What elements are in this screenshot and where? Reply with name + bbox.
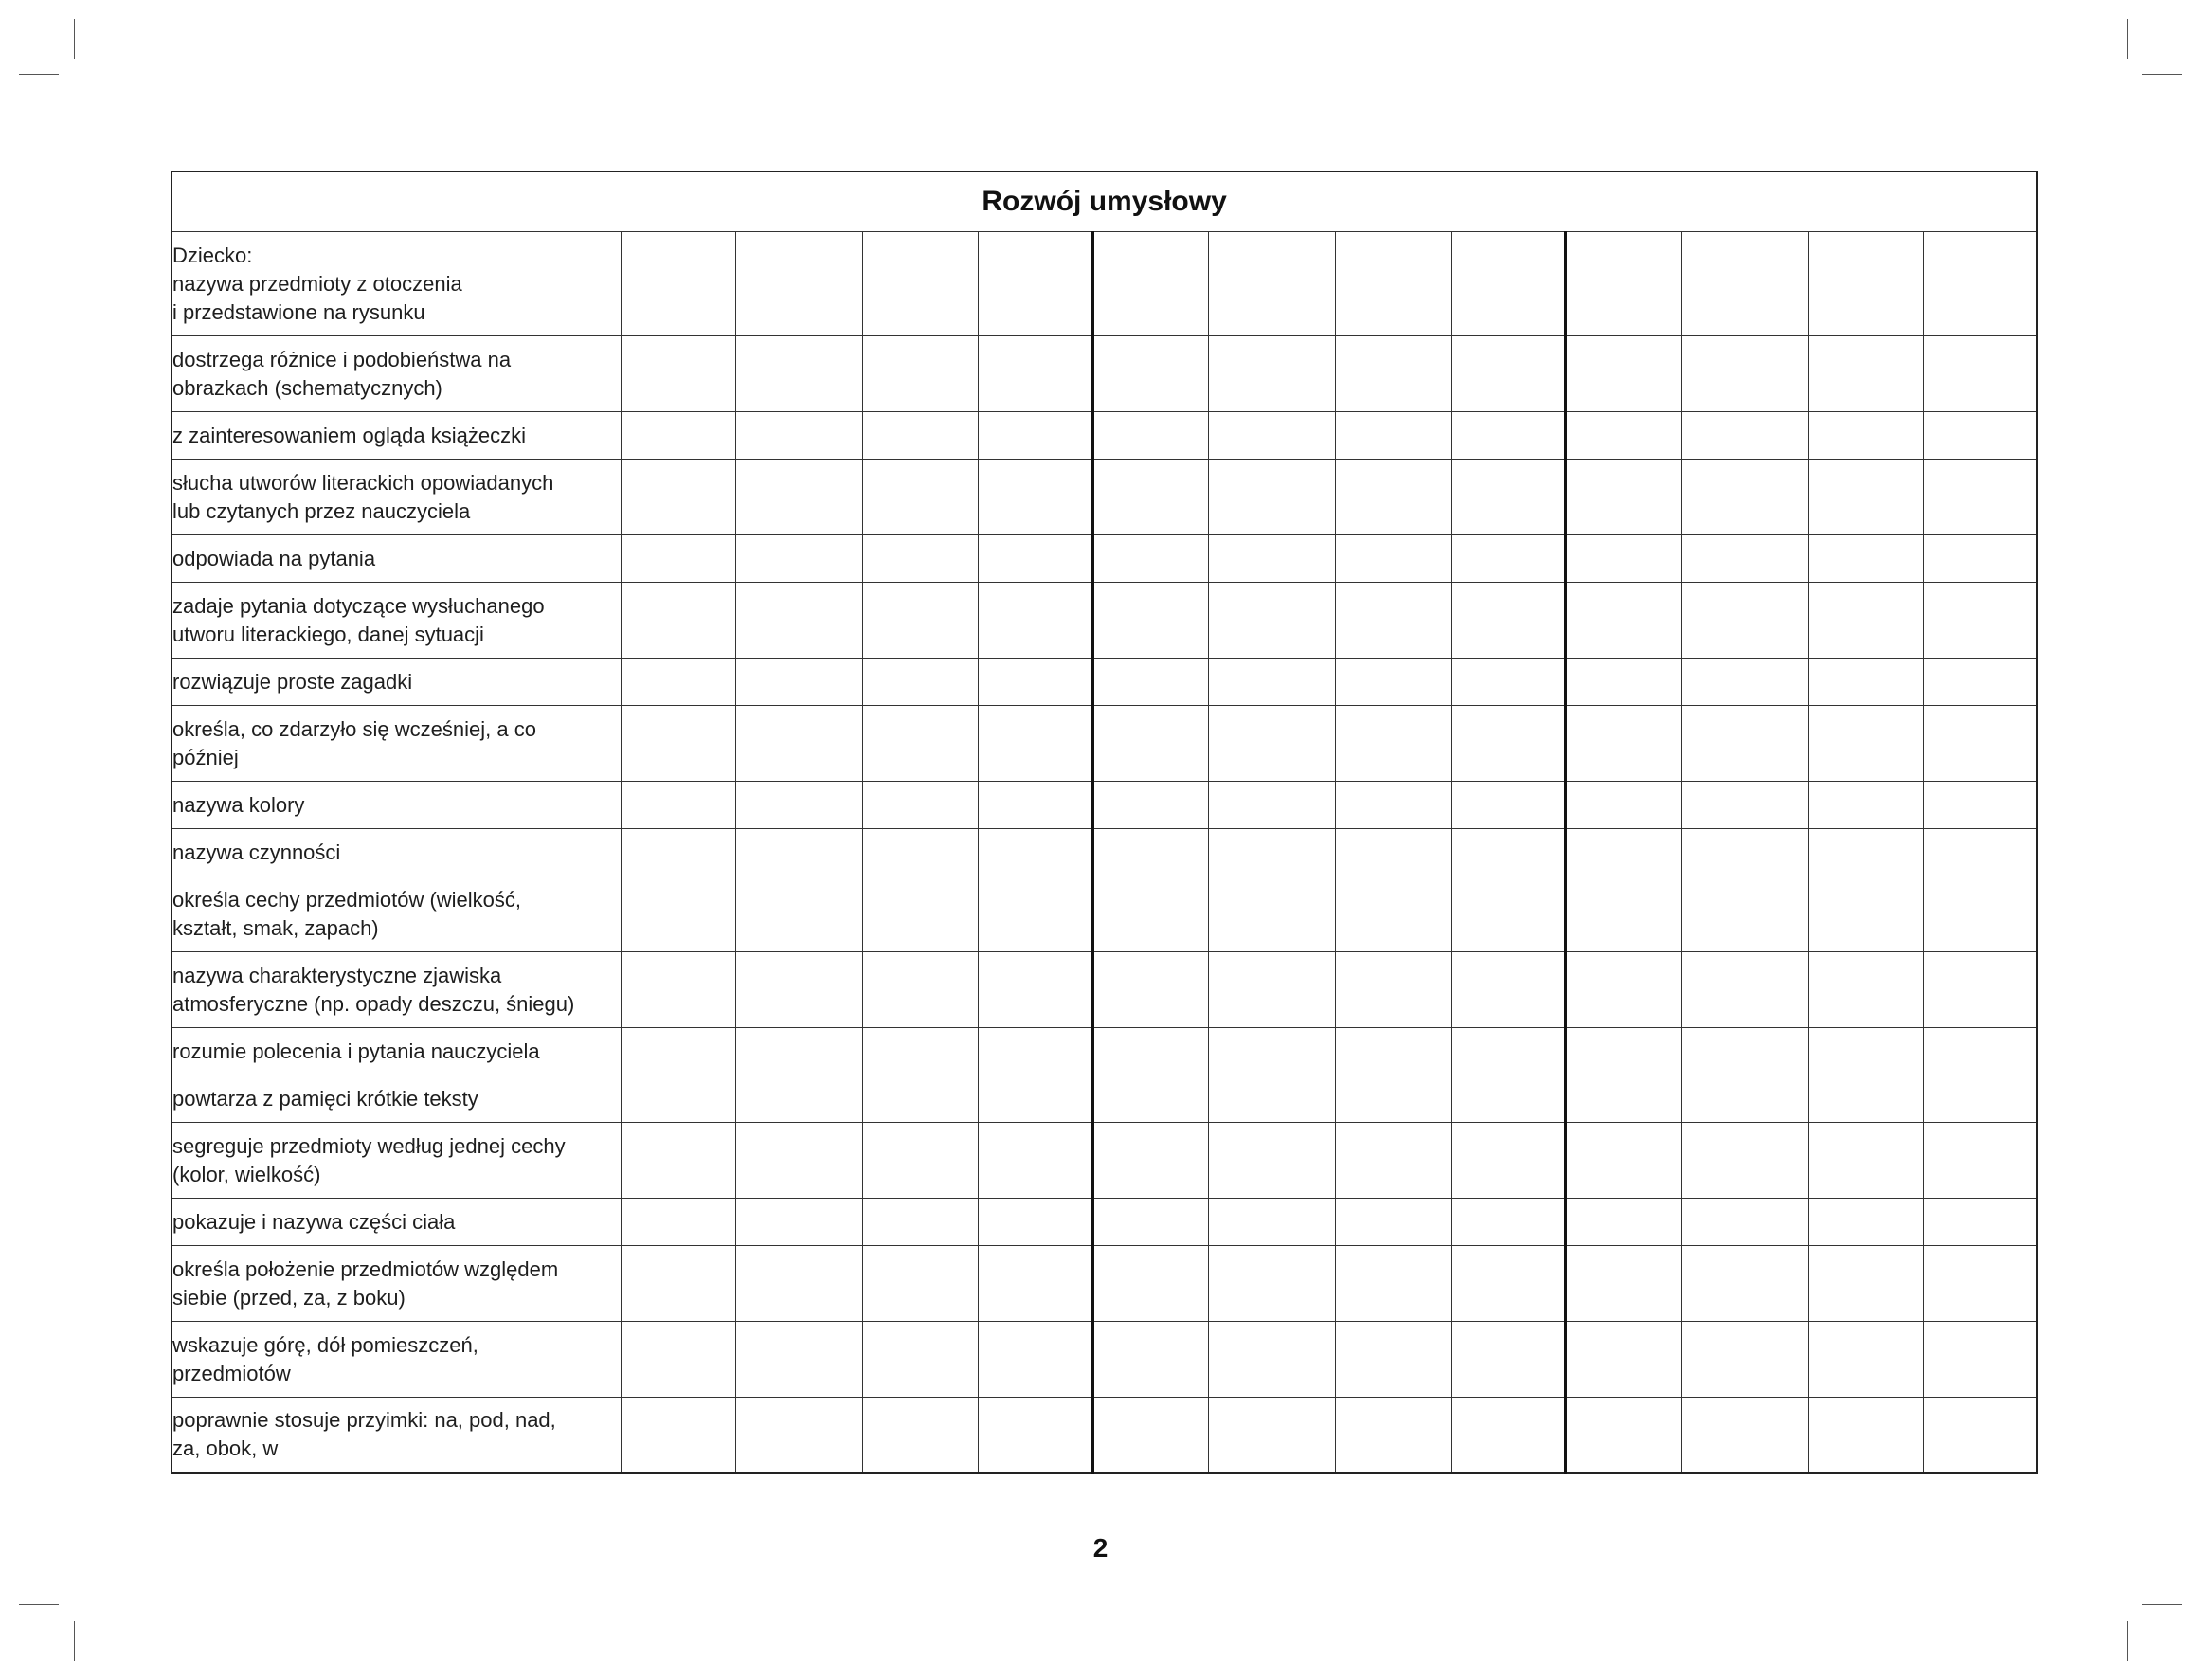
assessment-cell[interactable] (862, 659, 978, 706)
assessment-cell[interactable] (1808, 829, 1923, 876)
assessment-cell[interactable] (735, 1246, 862, 1322)
assessment-cell[interactable] (1208, 1322, 1335, 1398)
assessment-cell[interactable] (1923, 1123, 2037, 1199)
assessment-cell[interactable] (735, 336, 862, 412)
assessment-cell[interactable] (1808, 1398, 1923, 1473)
assessment-cell[interactable] (862, 583, 978, 659)
assessment-cell[interactable] (978, 1246, 1092, 1322)
assessment-cell[interactable] (1451, 583, 1565, 659)
assessment-cell[interactable] (1923, 659, 2037, 706)
criterion-label: nazywa czynności (171, 829, 621, 876)
assessment-cell[interactable] (621, 782, 735, 829)
assessment-cell[interactable] (735, 583, 862, 659)
assessment-cell[interactable] (1208, 1123, 1335, 1199)
criterion-label: określa, co zdarzyło się wcześniej, a co później (171, 706, 621, 782)
assessment-cell[interactable] (1681, 1246, 1808, 1322)
assessment-cell[interactable] (1565, 336, 1681, 412)
assessment-cell[interactable] (1565, 1199, 1681, 1246)
assessment-cell[interactable] (1681, 1322, 1808, 1398)
assessment-cell[interactable] (1565, 232, 1681, 336)
assessment-cell[interactable] (978, 782, 1092, 829)
assessment-cell[interactable] (735, 706, 862, 782)
assessment-cell[interactable] (621, 1123, 735, 1199)
assessment-cell[interactable] (1565, 412, 1681, 460)
assessment-cell[interactable] (862, 1246, 978, 1322)
assessment-cell[interactable] (862, 952, 978, 1028)
crop-mark (19, 1604, 59, 1605)
assessment-cell[interactable] (1208, 535, 1335, 583)
assessment-cell[interactable] (1808, 412, 1923, 460)
assessment-cell[interactable] (621, 706, 735, 782)
criterion-label: zadaje pytania dotyczące wysłuchanego utworu literackiego, danej sytuacji (171, 583, 621, 659)
table-row (171, 535, 2037, 583)
assessment-cell[interactable] (1092, 412, 1208, 460)
assessment-cell[interactable] (862, 876, 978, 952)
assessment-cell[interactable] (1565, 1028, 1681, 1075)
assessment-cell[interactable] (735, 412, 862, 460)
assessment-cell[interactable] (1092, 1199, 1208, 1246)
criterion-label: określa cechy przedmiotów (wielkość, kształt, smak, zapach) (171, 876, 621, 952)
assessment-cell[interactable] (862, 1075, 978, 1123)
assessment-cell[interactable] (1092, 706, 1208, 782)
assessment-cell[interactable] (1565, 659, 1681, 706)
assessment-cell[interactable] (1451, 1199, 1565, 1246)
assessment-cell[interactable] (1335, 460, 1451, 535)
assessment-cell[interactable] (1208, 782, 1335, 829)
assessment-cell[interactable] (1208, 232, 1335, 336)
assessment-cell[interactable] (1208, 583, 1335, 659)
assessment-cell[interactable] (862, 1322, 978, 1398)
assessment-cell[interactable] (978, 1322, 1092, 1398)
assessment-cell[interactable] (735, 829, 862, 876)
assessment-cell[interactable] (1565, 535, 1681, 583)
assessment-cell[interactable] (1808, 659, 1923, 706)
criterion-label: nazywa charakterystyczne zjawiska atmosferyczne (np. opady deszczu, śniegu) (171, 952, 621, 1028)
assessment-cell[interactable] (1092, 336, 1208, 412)
assessment-cell[interactable] (1923, 535, 2037, 583)
assessment-cell[interactable] (1808, 876, 1923, 952)
assessment-cell[interactable] (862, 1123, 978, 1199)
criterion-label: rozwiązuje proste zagadki (171, 659, 621, 706)
table-row (171, 1075, 2037, 1123)
assessment-cell[interactable] (735, 1075, 862, 1123)
criterion-label: powtarza z pamięci krótkie teksty (171, 1075, 621, 1123)
table-row (171, 583, 2037, 659)
crop-mark (74, 1621, 75, 1661)
assessment-cell[interactable] (978, 829, 1092, 876)
table-row (171, 336, 2037, 412)
assessment-cell[interactable] (735, 782, 862, 829)
assessment-cell[interactable] (1923, 583, 2037, 659)
assessment-cell[interactable] (1335, 535, 1451, 583)
assessment-cell[interactable] (1208, 706, 1335, 782)
assessment-cell[interactable] (978, 1028, 1092, 1075)
assessment-cell[interactable] (1808, 952, 1923, 1028)
assessment-cell[interactable] (1092, 1028, 1208, 1075)
assessment-cell[interactable] (1808, 1246, 1923, 1322)
assessment-cell[interactable] (621, 1199, 735, 1246)
assessment-cell[interactable] (1335, 829, 1451, 876)
assessment-cell[interactable] (621, 460, 735, 535)
assessment-cell[interactable] (1092, 829, 1208, 876)
assessment-cell[interactable] (1565, 952, 1681, 1028)
assessment-cell[interactable] (978, 1199, 1092, 1246)
assessment-cell[interactable] (1681, 412, 1808, 460)
assessment-cell[interactable] (735, 952, 862, 1028)
assessment-cell[interactable] (978, 412, 1092, 460)
assessment-cell[interactable] (1681, 782, 1808, 829)
assessment-cell[interactable] (1092, 232, 1208, 336)
assessment-cell[interactable] (1923, 336, 2037, 412)
assessment-cell[interactable] (621, 1398, 735, 1473)
assessment-cell[interactable] (735, 1322, 862, 1398)
assessment-cell[interactable] (735, 1123, 862, 1199)
assessment-cell[interactable] (978, 1123, 1092, 1199)
assessment-cell[interactable] (735, 535, 862, 583)
assessment-cell[interactable] (1335, 1028, 1451, 1075)
assessment-cell[interactable] (1208, 1246, 1335, 1322)
assessment-cell[interactable] (1808, 583, 1923, 659)
assessment-cell[interactable] (1565, 876, 1681, 952)
assessment-cell[interactable] (1681, 1075, 1808, 1123)
assessment-cell[interactable] (1208, 876, 1335, 952)
assessment-cell[interactable] (978, 952, 1092, 1028)
assessment-cell[interactable] (1923, 706, 2037, 782)
assessment-cell[interactable] (862, 1028, 978, 1075)
assessment-cell[interactable] (1092, 535, 1208, 583)
assessment-cell[interactable] (1092, 583, 1208, 659)
assessment-cell[interactable] (978, 232, 1092, 336)
assessment-cell[interactable] (1092, 460, 1208, 535)
assessment-cell[interactable] (978, 1075, 1092, 1123)
assessment-cell[interactable] (1681, 1123, 1808, 1199)
assessment-cell[interactable] (1451, 706, 1565, 782)
assessment-cell[interactable] (1335, 583, 1451, 659)
assessment-cell[interactable] (1208, 336, 1335, 412)
assessment-cell[interactable] (1808, 535, 1923, 583)
assessment-cell[interactable] (1923, 460, 2037, 535)
assessment-cell[interactable] (1451, 232, 1565, 336)
assessment-cell[interactable] (1092, 876, 1208, 952)
assessment-cell[interactable] (978, 460, 1092, 535)
table-row (171, 412, 2037, 460)
assessment-cell[interactable] (1208, 1199, 1335, 1246)
assessment-cell[interactable] (1681, 460, 1808, 535)
assessment-cell[interactable] (1565, 583, 1681, 659)
table-row (171, 659, 2037, 706)
table-row (171, 782, 2037, 829)
assessment-cell[interactable] (1923, 782, 2037, 829)
assessment-cell[interactable] (1681, 336, 1808, 412)
assessment-cell[interactable] (1808, 1322, 1923, 1398)
assessment-cell[interactable] (621, 336, 735, 412)
assessment-cell[interactable] (1451, 1028, 1565, 1075)
assessment-cell[interactable] (1923, 1075, 2037, 1123)
assessment-cell[interactable] (735, 1199, 862, 1246)
assessment-cell[interactable] (1808, 336, 1923, 412)
assessment-cell[interactable] (1681, 232, 1808, 336)
assessment-cell[interactable] (621, 412, 735, 460)
criterion-label: nazywa kolory (171, 782, 621, 829)
assessment-cell[interactable] (1923, 876, 2037, 952)
assessment-cell[interactable] (862, 1199, 978, 1246)
assessment-cell[interactable] (978, 659, 1092, 706)
assessment-cell[interactable] (1923, 952, 2037, 1028)
assessment-cell[interactable] (1808, 1123, 1923, 1199)
assessment-cell[interactable] (1565, 1322, 1681, 1398)
assessment-table (171, 171, 2038, 1474)
assessment-cell[interactable] (1681, 659, 1808, 706)
criterion-label: dostrzega różnice i podobieństwa na obrazkach (schematycznych) (171, 336, 621, 412)
assessment-cell[interactable] (1335, 412, 1451, 460)
assessment-cell[interactable] (862, 782, 978, 829)
assessment-cell[interactable] (1335, 782, 1451, 829)
assessment-cell[interactable] (1092, 1322, 1208, 1398)
criterion-label: określa położenie przedmiotów względem siebie (przed, za, z boku) (171, 1246, 621, 1322)
assessment-cell[interactable] (1681, 1028, 1808, 1075)
assessment-cell[interactable] (1923, 829, 2037, 876)
assessment-cell[interactable] (1335, 1199, 1451, 1246)
assessment-cell[interactable] (978, 706, 1092, 782)
assessment-cell[interactable] (1681, 829, 1808, 876)
assessment-cell[interactable] (1923, 1322, 2037, 1398)
assessment-cell[interactable] (735, 232, 862, 336)
assessment-cell[interactable] (1208, 1075, 1335, 1123)
assessment-cell[interactable] (1335, 876, 1451, 952)
assessment-cell[interactable] (621, 952, 735, 1028)
assessment-cell[interactable] (1335, 1322, 1451, 1398)
assessment-cell[interactable] (621, 535, 735, 583)
table-row (171, 460, 2037, 535)
assessment-cell[interactable] (1092, 952, 1208, 1028)
assessment-cell[interactable] (1451, 952, 1565, 1028)
assessment-cell[interactable] (621, 829, 735, 876)
assessment-cell[interactable] (1923, 1199, 2037, 1246)
assessment-cell[interactable] (978, 1398, 1092, 1473)
table-row (171, 1123, 2037, 1199)
assessment-cell[interactable] (1208, 412, 1335, 460)
assessment-cell[interactable] (1208, 1028, 1335, 1075)
criterion-label: z zainteresowaniem ogląda książeczki (171, 412, 621, 460)
page-number: 2 (1092, 1533, 1109, 1563)
assessment-cell[interactable] (1208, 460, 1335, 535)
assessment-cell[interactable] (1208, 1398, 1335, 1473)
assessment-cell[interactable] (1808, 232, 1923, 336)
assessment-cell[interactable] (1681, 706, 1808, 782)
assessment-cell[interactable] (1092, 659, 1208, 706)
table-row (171, 829, 2037, 876)
assessment-cell[interactable] (1923, 1246, 2037, 1322)
assessment-cell[interactable] (862, 1398, 978, 1473)
assessment-cell[interactable] (621, 1028, 735, 1075)
assessment-cell[interactable] (1208, 829, 1335, 876)
table-row (171, 876, 2037, 952)
assessment-cell[interactable] (1565, 706, 1681, 782)
assessment-cell[interactable] (735, 876, 862, 952)
assessment-cell[interactable] (1092, 1123, 1208, 1199)
criterion-label: rozumie polecenia i pytania nauczyciela (171, 1028, 621, 1075)
assessment-cell[interactable] (1565, 782, 1681, 829)
assessment-cell[interactable] (1208, 952, 1335, 1028)
assessment-cell[interactable] (1451, 1322, 1565, 1398)
assessment-cell[interactable] (1923, 1028, 2037, 1075)
assessment-cell[interactable] (1335, 1075, 1451, 1123)
assessment-cell[interactable] (1565, 460, 1681, 535)
assessment-cell[interactable] (1335, 1398, 1451, 1473)
assessment-cell[interactable] (862, 829, 978, 876)
table-row (171, 706, 2037, 782)
assessment-cell[interactable] (1808, 1028, 1923, 1075)
assessment-cell[interactable] (735, 1398, 862, 1473)
crop-mark (2127, 19, 2128, 59)
table-row (171, 1199, 2037, 1246)
assessment-cell[interactable] (1335, 1123, 1451, 1199)
assessment-cell[interactable] (1092, 1398, 1208, 1473)
table-row (171, 1246, 2037, 1322)
assessment-cell[interactable] (621, 659, 735, 706)
assessment-cell[interactable] (978, 535, 1092, 583)
assessment-cell[interactable] (978, 336, 1092, 412)
criterion-label: słucha utworów literackich opowiadanych lub czytanych przez nauczyciela (171, 460, 621, 535)
assessment-cell[interactable] (1808, 1199, 1923, 1246)
assessment-cell[interactable] (1451, 1123, 1565, 1199)
assessment-cell[interactable] (621, 232, 735, 336)
assessment-cell[interactable] (621, 876, 735, 952)
table-row (171, 952, 2037, 1028)
criterion-label: segreguje przedmioty według jednej cechy (kolor, wielkość) (171, 1123, 621, 1199)
assessment-cell[interactable] (735, 659, 862, 706)
criterion-label: poprawnie stosuje przyimki: na, pod, nad, za, obok, w (171, 1398, 621, 1473)
assessment-cell[interactable] (862, 412, 978, 460)
assessment-cell[interactable] (1451, 460, 1565, 535)
assessment-cell[interactable] (978, 583, 1092, 659)
assessment-cell[interactable] (1565, 1123, 1681, 1199)
table-row (171, 232, 2037, 336)
assessment-cell[interactable] (621, 583, 735, 659)
assessment-cell[interactable] (1451, 659, 1565, 706)
assessment-cell[interactable] (1681, 1199, 1808, 1246)
assessment-cell[interactable] (1808, 706, 1923, 782)
assessment-cell[interactable] (1923, 1398, 2037, 1473)
crop-mark (2142, 74, 2182, 75)
assessment-cell[interactable] (1923, 232, 2037, 336)
assessment-cell[interactable] (862, 706, 978, 782)
assessment-cell[interactable] (1681, 535, 1808, 583)
assessment-cell[interactable] (1808, 460, 1923, 535)
assessment-cell[interactable] (1208, 659, 1335, 706)
assessment-cell[interactable] (1923, 412, 2037, 460)
assessment-cell[interactable] (1565, 1246, 1681, 1322)
assessment-cell[interactable] (1681, 1398, 1808, 1473)
table-row (171, 1398, 2037, 1473)
assessment-cell[interactable] (1335, 1246, 1451, 1322)
assessment-cell[interactable] (1335, 336, 1451, 412)
assessment-cell[interactable] (862, 535, 978, 583)
assessment-cell[interactable] (1451, 876, 1565, 952)
assessment-cell[interactable] (1451, 1075, 1565, 1123)
assessment-cell[interactable] (1451, 1398, 1565, 1473)
criterion-label: Dziecko: nazywa przedmioty z otoczenia i przedstawione na rysunku (171, 232, 621, 336)
assessment-cell[interactable] (1335, 706, 1451, 782)
assessment-cell[interactable] (1808, 782, 1923, 829)
assessment-cell[interactable] (978, 876, 1092, 952)
assessment-cell[interactable] (1335, 232, 1451, 336)
assessment-cell[interactable] (1451, 336, 1565, 412)
assessment-cell[interactable] (1565, 1398, 1681, 1473)
assessment-cell[interactable] (1335, 952, 1451, 1028)
assessment-cell[interactable] (1451, 829, 1565, 876)
assessment-cell[interactable] (1451, 535, 1565, 583)
assessment-cell[interactable] (862, 232, 978, 336)
assessment-cell[interactable] (1092, 1075, 1208, 1123)
assessment-cell[interactable] (1681, 583, 1808, 659)
title-row (171, 172, 2037, 232)
crop-mark (19, 74, 59, 75)
assessment-cell[interactable] (1451, 782, 1565, 829)
assessment-cell[interactable] (862, 336, 978, 412)
criterion-label: pokazuje i nazywa części ciała (171, 1199, 621, 1246)
table-title: Rozwój umysłowy (171, 172, 2037, 232)
assessment-cell[interactable] (621, 1322, 735, 1398)
assessment-cell[interactable] (862, 460, 978, 535)
assessment-cell[interactable] (1681, 876, 1808, 952)
assessment-cell[interactable] (621, 1075, 735, 1123)
assessment-cell[interactable] (735, 460, 862, 535)
assessment-cell[interactable] (1451, 412, 1565, 460)
assessment-cell[interactable] (1565, 829, 1681, 876)
assessment-cell[interactable] (1335, 659, 1451, 706)
assessment-cell[interactable] (1451, 1246, 1565, 1322)
assessment-cell[interactable] (1565, 1075, 1681, 1123)
crop-mark (74, 19, 75, 59)
assessment-cell[interactable] (1808, 1075, 1923, 1123)
assessment-cell[interactable] (1092, 1246, 1208, 1322)
assessment-cell[interactable] (735, 1028, 862, 1075)
table-row (171, 1028, 2037, 1075)
criterion-label: wskazuje górę, dół pomieszczeń, przedmiotów (171, 1322, 621, 1398)
criterion-label: odpowiada na pytania (171, 535, 621, 583)
crop-mark (2142, 1604, 2182, 1605)
assessment-cell[interactable] (621, 1246, 735, 1322)
crop-mark (2127, 1621, 2128, 1661)
table-row (171, 1322, 2037, 1398)
assessment-cell[interactable] (1092, 782, 1208, 829)
table-body (171, 232, 2037, 1473)
assessment-cell[interactable] (1681, 952, 1808, 1028)
